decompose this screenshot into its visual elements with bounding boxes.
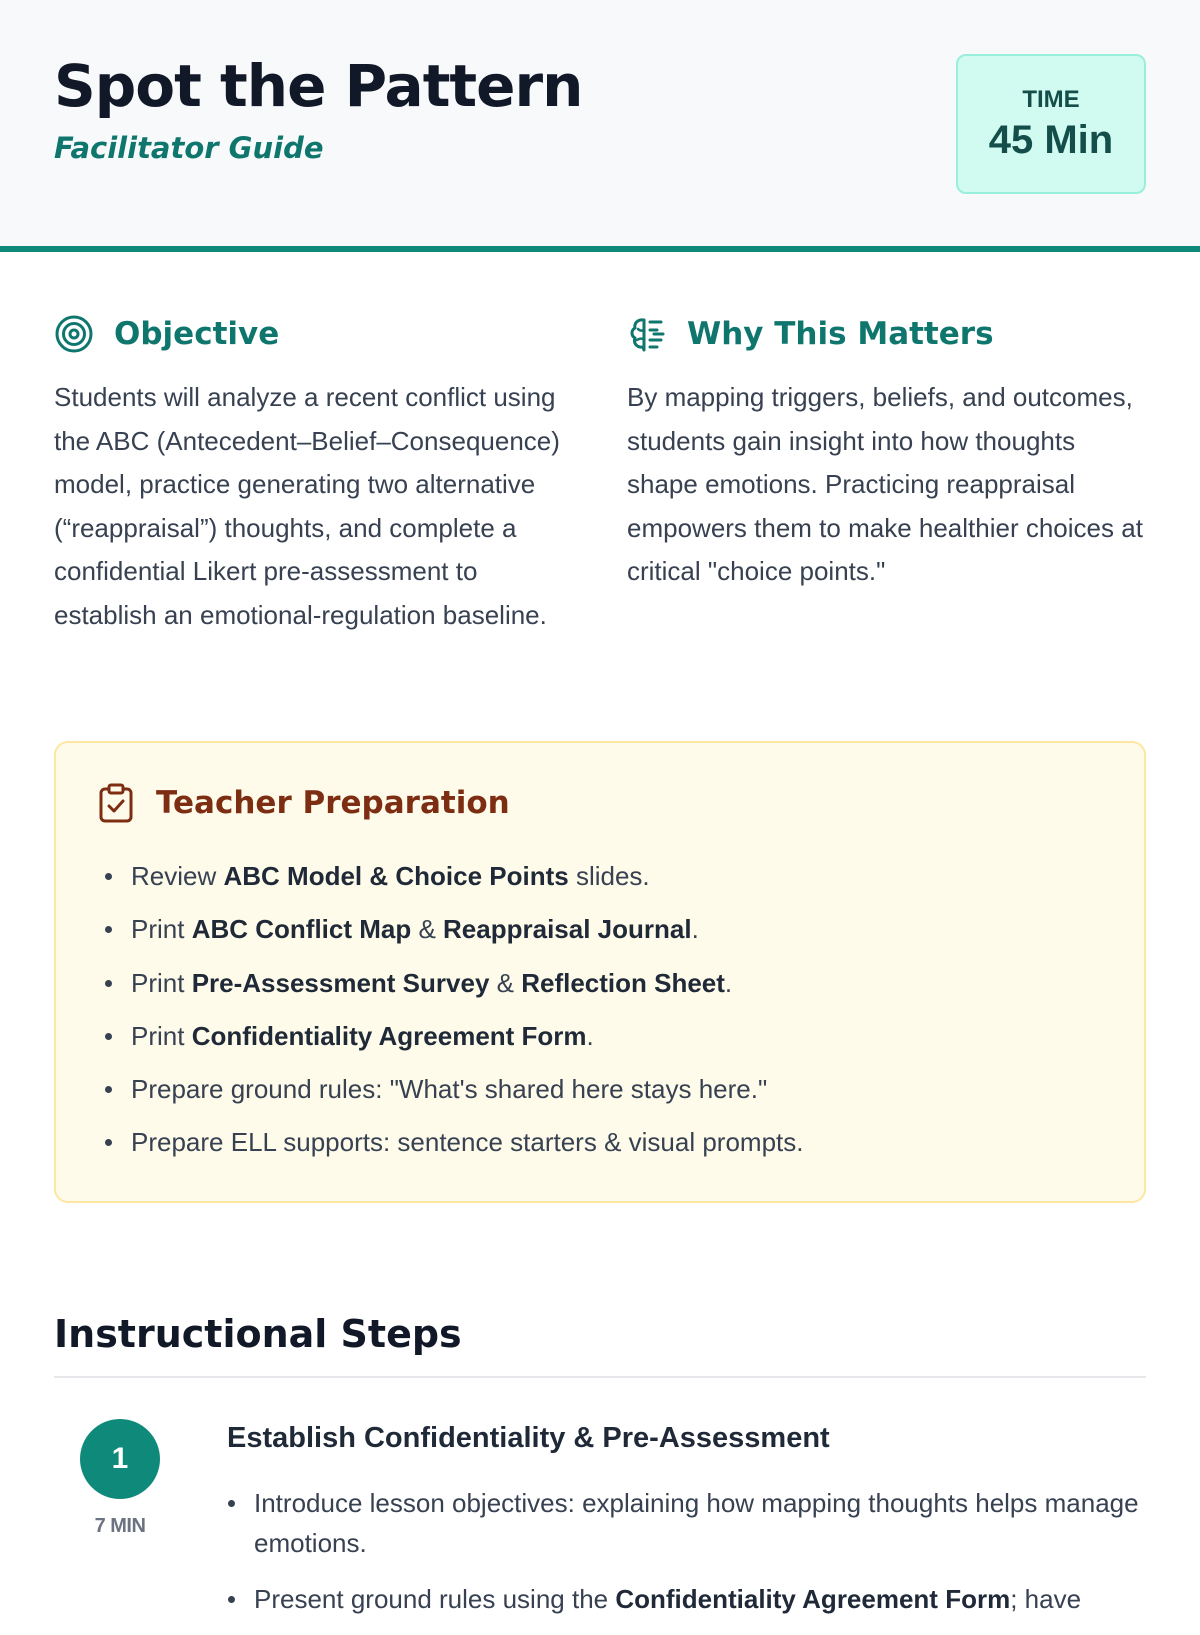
- step-bullet-list: [227, 1483, 1174, 1635]
- objective-heading: [54, 310, 574, 358]
- step-number-badge: 1: [80, 1419, 160, 1499]
- page-subtitle: Facilitator Guide: [54, 131, 324, 165]
- teacher-preparation-panel: [54, 741, 1146, 1203]
- why-body: By mapping triggers, beliefs, and outcomes, students gain insight into how thoughts shape emotions. Practicing reappraisal empowers them to make healthier choices at critical "choice points.": [627, 382, 1143, 586]
- step-title: Establish Confidentiality & Pre-Assessment: [227, 1422, 830, 1454]
- why-section: [627, 310, 1147, 594]
- step-bullet: Present ground rules using the Confidentiality Agreement Form; have: [254, 1579, 1174, 1619]
- prep-list: [56, 858, 803, 1178]
- page-title: Spot the Pattern: [54, 52, 583, 120]
- prep-title: Teacher Preparation: [156, 785, 510, 821]
- objective-body: Students will analyze a recent conflict using the ABC (Antecedent–Belief–Consequence) model, practice generating two alternative (“reappraisal”) thoughts, and complete a confidential Likert pre-assessment to establish an emotional-regulation baseline.: [54, 382, 560, 630]
- step-duration: 7 MIN: [94, 1515, 146, 1537]
- time-label: TIME: [1022, 86, 1080, 113]
- step-bullet: Introduce lesson objectives: explaining how mapping thoughts helps manage emotions.: [254, 1483, 1174, 1563]
- prep-item: Print Confidentiality Agreement Form.: [131, 1018, 803, 1071]
- objective-title: Objective: [114, 316, 280, 352]
- target-icon: [54, 314, 94, 354]
- prep-item: Print Pre-Assessment Survey & Reflection Sheet.: [131, 965, 803, 1018]
- section-divider: [54, 1376, 1146, 1378]
- page-header: [0, 0, 1200, 252]
- objective-section: [54, 310, 574, 637]
- clipboard-check-icon: [98, 783, 134, 823]
- time-value: 45 Min: [988, 118, 1114, 162]
- prep-item: Prepare ground rules: "What's shared here stays here.": [131, 1071, 803, 1124]
- brain-icon: [627, 314, 667, 354]
- why-heading: [627, 310, 1147, 358]
- prep-heading: [98, 783, 510, 823]
- why-title: Why This Matters: [687, 316, 994, 352]
- prep-item: Print ABC Conflict Map & Reappraisal Journal.: [131, 911, 803, 964]
- instructional-steps-title: Instructional Steps: [54, 1312, 462, 1356]
- prep-item: Prepare ELL supports: sentence starters & visual prompts.: [131, 1124, 803, 1177]
- time-badge: [956, 54, 1146, 194]
- prep-item: Review ABC Model & Choice Points slides.: [131, 858, 803, 911]
